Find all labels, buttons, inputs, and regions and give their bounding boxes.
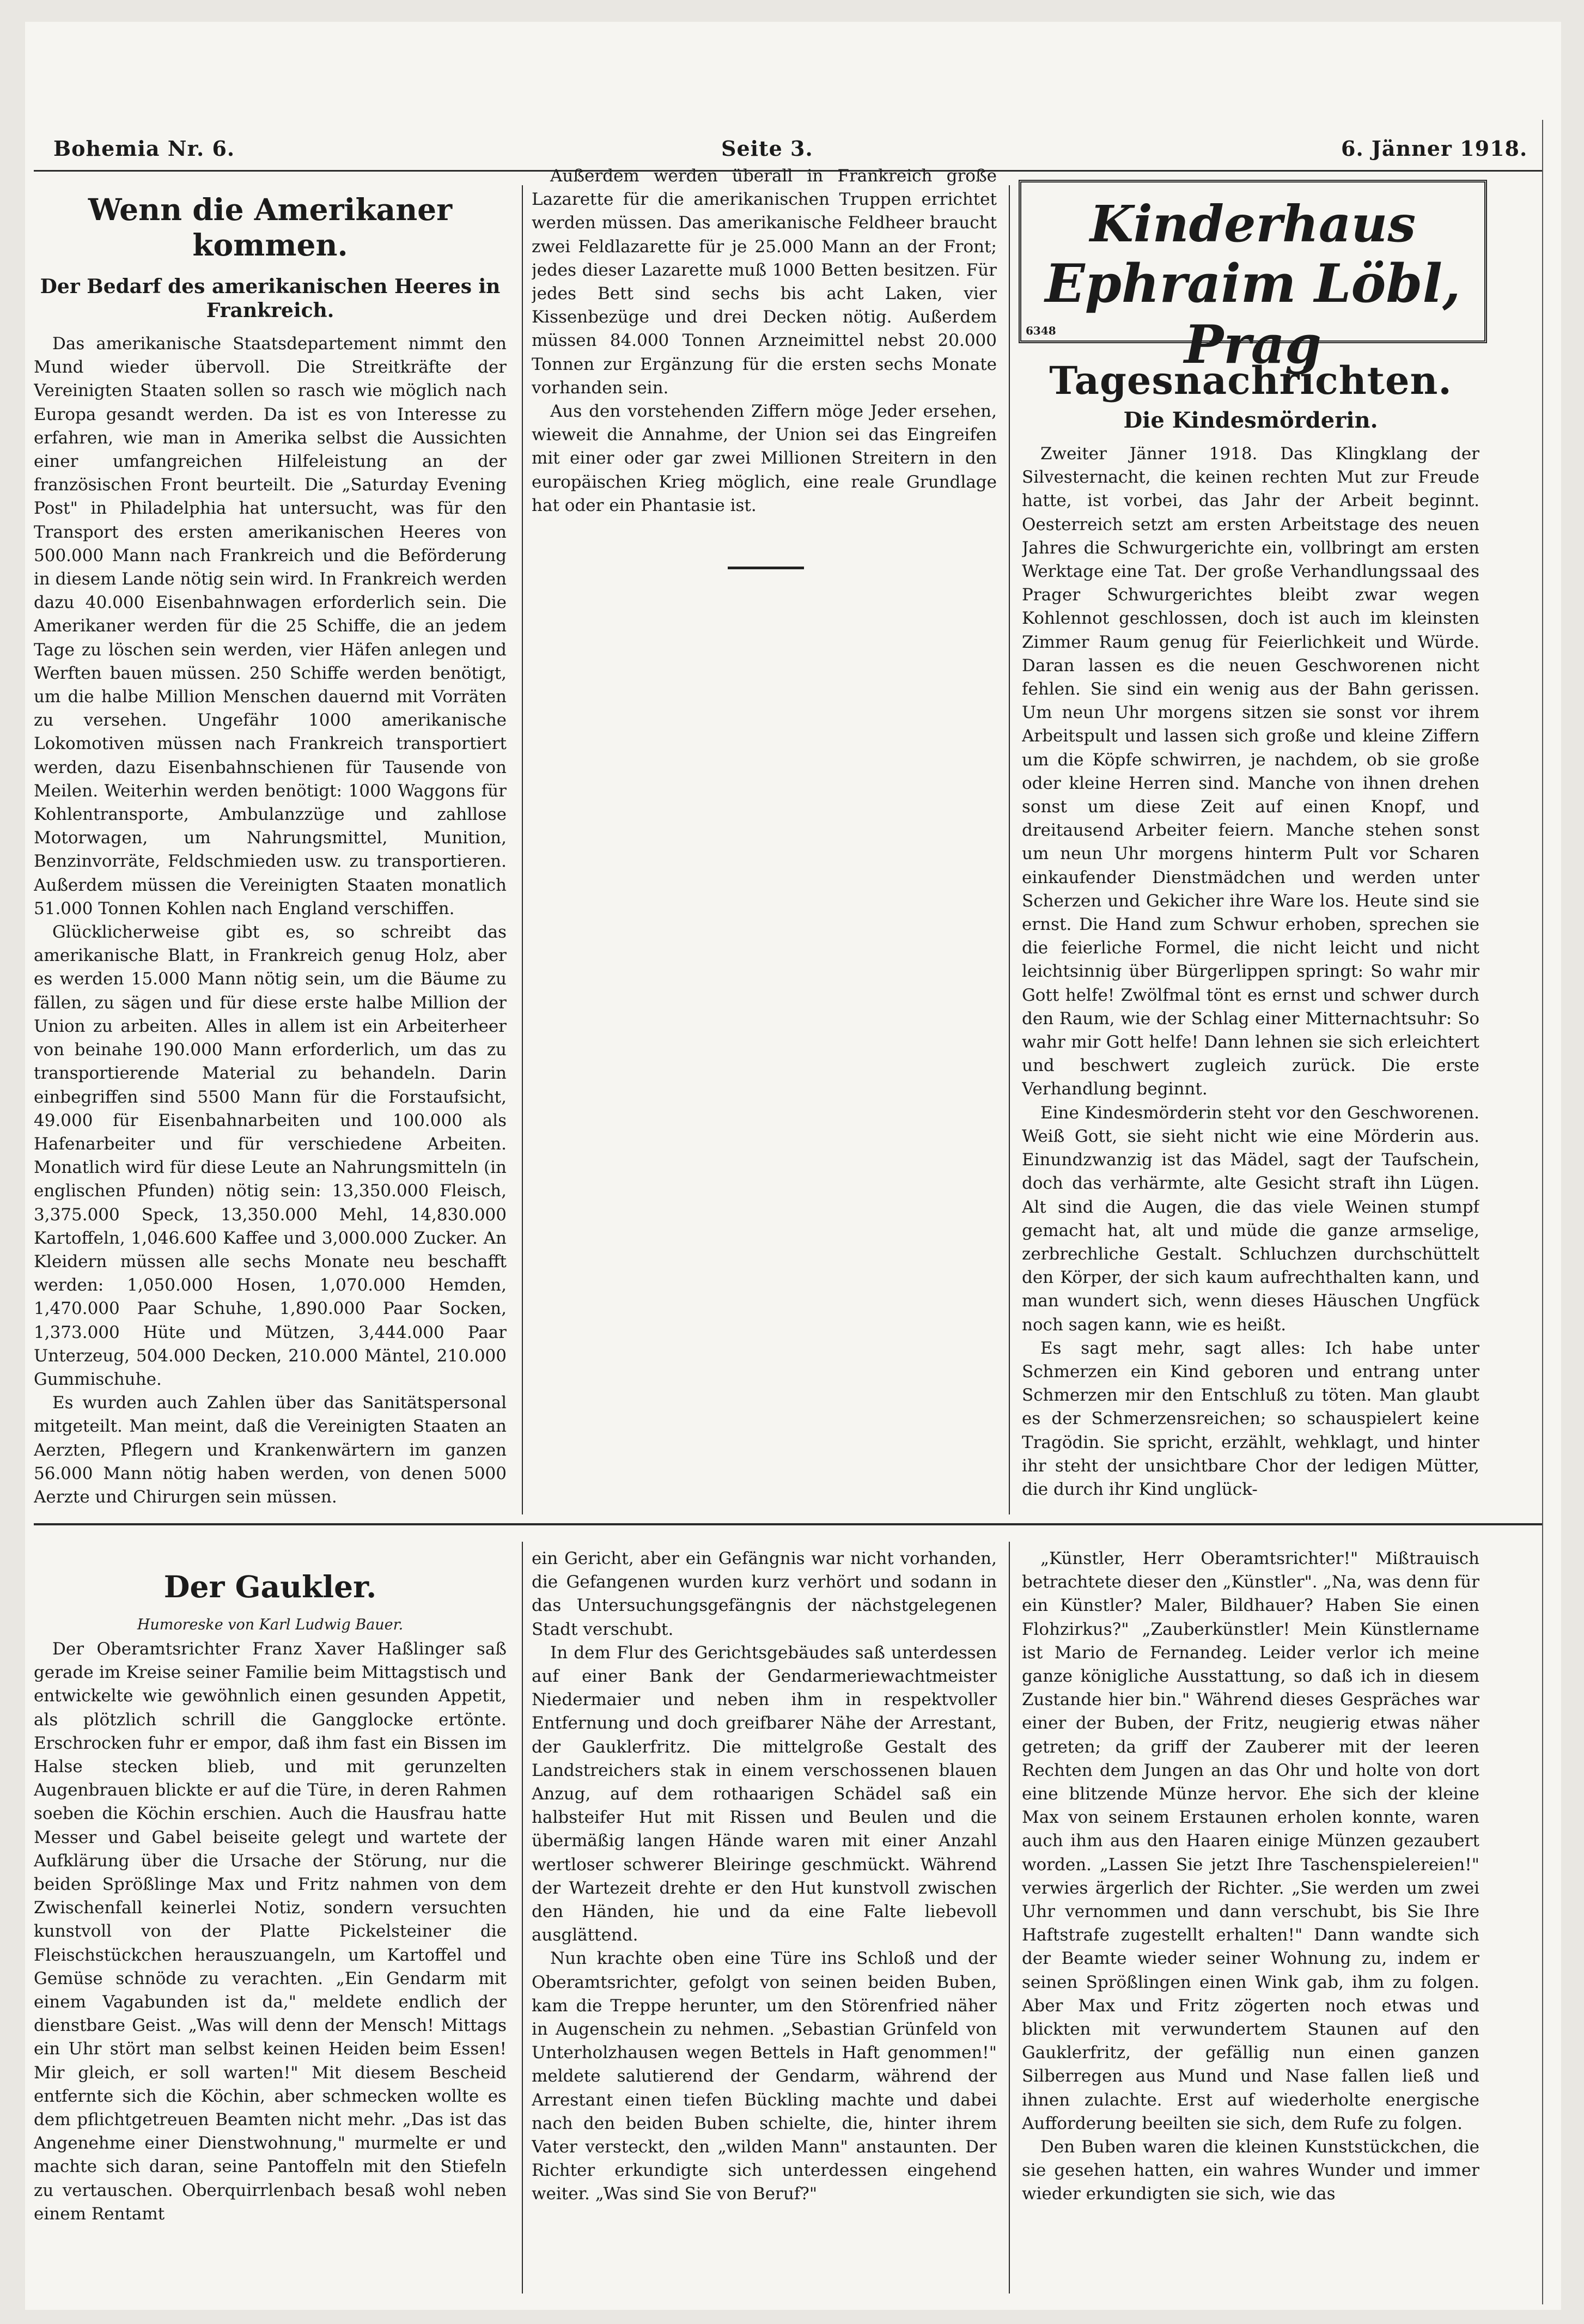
- column-rule-1-top: [522, 185, 523, 1514]
- article-title: Die Kindesmörderin.: [1123, 407, 1378, 433]
- page-edge-line: [1542, 120, 1543, 2304]
- end-rule: [728, 567, 804, 569]
- paragraph: „Künstler, Herr Oberamtsrichter!" Mißtrauisch betrachtete dieser den „Künstler". „Na, was denn für ein Künstler? Maler, Bildhauer? Haben Sie einen Flohzirkus?" „Zauberkünstler! Mein Künstlername ist Mario de Fernandeg. Leider verlor ich meine ganze königliche Ausstattung, so daß ich in diesem Zustande hier bin." Während dieses Gespräches war einer der Buben, der Fritz, neugierig etwas näher getreten; da griff der Zauberer mit der leeren Rechten dem Jungen an das Ohr und holte von dort eine blitzende Münze hervor. Ehe sich der kleine Max von seinem Erstaunen erholen konnte, waren auch ihm aus den Haaren einige Münzen gezaubert worden. „Lassen Sie jetzt Ihre Taschenspielereien!" verwies ärgerlich der Richter. „Sie werden um zwei Uhr vernommen und dann verschubt, bis Sie Ihre Haftstrafe zugestellt erhalten!" Dann wandte sich der Beamte wieder seiner Wohnung zu, indem er seinen Sprößlingen einen Wink gab, ihm zu folgen. Aber Max und Fritz zögerten noch etwas und blickten mit verwundertem Staunen auf den Gauklerfritz, der gefällig nun einen ganzen Silberregen aus Mund und Nase fallen ließ und ihnen zulachte. Erst auf wiederholte energische Aufforderung beeilten sie sich, dem Rufe zu folgen.: [1022, 1549, 1479, 2133]
- ad-line-2: Ephraim Löbl, Prag: [1045, 253, 1461, 375]
- feuilleton-col2: [532, 1547, 997, 2299]
- header-left: Bohemia Nr. 6.: [53, 136, 235, 161]
- feuilleton-byline: Humoreske von Karl Ludwig Bauer.: [137, 1616, 404, 1633]
- paragraph: Den Buben waren die kleinen Kunststückchen, die sie gesehen hatten, ein wahres Wunder und immer wieder erkundigten sie sich, wie das: [1022, 2137, 1479, 2204]
- ad-code: 6348: [1026, 324, 1056, 337]
- feuilleton-col3: [1022, 1547, 1479, 2299]
- paragraph: ein Gericht, aber ein Gefängnis war nicht vorhanden, die Gefangenen wurden kurz verhört und sodann in das Untersuchungsgefängnis der nächstgelegenen Stadt verschubt.: [532, 1549, 997, 1639]
- section-rule: [34, 1523, 1543, 1525]
- paragraph: Das amerikanische Staatsdepartement nimmt den Mund wieder übervoll. Die Streitkräfte der Vereinigten Staaten sollen so rasch wie möglich nach Europa gesandt werden. Da ist es von Interesse zu erfahren, wie man in Amerika selbst die Aussichten einer umfangreichen Hilfeleistung an der französischen Front beurteilt. Die „Saturday Evening Post" in Philadelphia hat untersucht, was für den Transport des ersten amerikanischen Heeres von 500.000 Mann nach Frankreich und die Beförderung in diesem Lande nötig sein wird. In Frankreich werden dazu 40.000 Eisenbahnwagen erforderlich sein. Die Amerikaner werden für die 25 Schiffe, die an jedem Tage zu löschen sein werden, vier Häfen anlegen und Werften bauen müssen. 250 Schiffe werden benötigt, um die halbe Million Menschen dauernd mit Vorräten zu versehen. Ungefähr 1000 amerikanische Lokomotiven müssen nach Frankreich transportiert werden, dazu Eisenbahnschienen für Tausende von Meilen. Weiterhin werden benötigt: 1000 Waggons für Kohlentransporte, Ambulanzzüge und zahllose Motorwagen, um Nahrungsmittel, Munition, Benzinvorräte, Feldschmieden usw. zu transportieren. Außerdem müssen die Vereinigten Staaten monatlich 51.000 Tonnen Kohlen nach England verschiffen.: [34, 334, 507, 918]
- advertisement: [1019, 180, 1487, 375]
- paragraph: Eine Kindesmörderin steht vor den Geschworenen. Weiß Gott, sie sieht nicht wie eine Mörderin aus. Einundzwanzig ist das Mädel, sagt der Taufschein, doch das verhärmte, alte Gesicht straft ihn Lügen. Alt sind die Augen, die das viele Weinen stumpf gemacht hat, alt und müde die ganze armselige, zerbrechliche Gestalt. Schluchzen durchschüttelt den Körper, der sich kaum aufrechthalten kann, und man wundert sich, wenn dieses Häuschen Ungfück noch sagen kann, wie es heißt.: [1022, 1103, 1479, 1335]
- paragraph: Zweiter Jänner 1918. Das Klingklang der Silvesternacht, die keinen rechten Mut zur Freude hatte, ist vorbei, das Jahr der Arbeit beginnt. Oesterreich setzt am ersten Arbeitstage des neuen Jahres die Schwurgerichte ein, vollbringt am ersten Werktage eine Tat. Der große Verhandlungssaal des Prager Schwurgerichtes bleibt zwar wegen Kohlennot geschlossen, doch ist auch im kleinsten Zimmer Raum genug für Feierlichkeit und Würde. Daran lassen es die neuen Geschworenen nicht fehlen. Sie sind ein wenig aus der Bahn gerissen. Um neun Uhr morgens sitzen sie sonst vor ihrem Arbeitspult und lassen sich große und kleine Ziffern um die Köpfe schwirren, je nachdem, ob sie große oder kleine Herren sind. Manche von ihnen drehen sonst um diese Zeit auf einen Knopf, und dreitausend Arbeiter feiern. Manche stehen sonst um neun Uhr morgens hinterm Pult vor Scharen einkaufender Dienstmädchen und werden unter Scherzen und Gekicher ihre Ware los. Heute sind sie ernst. Die Hand zum Schwur erhoben, sprechen sie die feierliche Formel, die nicht leicht und nicht leichtsinnig über Bürgerlippen springt: So wahr mir Gott helfe! Zwölfmal tönt es ernst und schwer durch den Raum, wie der Schlag einer Mitternachtsuhr: So wahr mir Gott helfe! Dann lehnen sie sich erleichtert und beschwert zugleich zurück. Die erste Verhandlung beginnt.: [1022, 444, 1479, 1099]
- paragraph: Nun krachte oben eine Türe ins Schloß und der Oberamtsrichter, gefolgt von seinen beiden Buben, kam die Treppe herunter, um den Störenfried näher in Augenschein zu nehmen. „Sebastian Grünfeld von Unterholzhausen wegen Bettels in Haft genommen!" meldete salutierend der Gendarm, während der Arrestant einen tiefen Bückling machte und dabei nach den beiden Buben schielte, die, hinter ihrem Vater versteckt, den „wilden Mann" anstaunten. Der Richter erkundigte sich unterdessen eingehend weiter. „Was sind Sie von Beruf?": [532, 1949, 997, 2204]
- paragraph: Aus den vorstehenden Ziffern möge Jeder ersehen, wieweit die Annahme, der Union sei das Eingreifen mit einer oder gar zwei Millionen Streitern in den europäischen Krieg möglich, eine reale Grundlage hat oder ein Phantasie ist.: [532, 401, 997, 515]
- feuilleton-title: Der Gaukler.: [163, 1569, 377, 1604]
- paragraph: Außerdem werden überall in Frankreich große Lazarette für die amerikanischen Truppen errichtet werden müssen. Das amerikanische Feldheer braucht zwei Feldlazarette für je 25.000 Mann an der Front; jedes dieser Lazarette muß 1000 Betten besitzen. Für jedes Bett sind sechs bis acht Laken, vier Kissenbezüge und drei Decken nötig. Außerdem müssen 84.000 Tonnen Arzneimittel nebst 20.000 Tonnen zur Ergänzung für die ersten sechs Monate vorhanden sein.: [532, 166, 997, 398]
- paragraph: Es wurden auch Zahlen über das Sanitätspersonal mitgeteilt. Man meint, daß die Vereinigten Staaten an Aerzten, Pflegern und Krankenwärtern im ganzen 56.000 Mann nötig haben werden, von denen 5000 Aerzte und Chirurgen sein müssen.: [34, 1393, 507, 1507]
- column-rule-2-bottom: [1009, 1542, 1010, 2293]
- header-center: Seite 3.: [721, 136, 813, 161]
- article-americans-col1: [34, 167, 507, 1516]
- header-right: 6. Jänner 1918.: [1341, 136, 1528, 161]
- feuilleton-col1: [34, 1547, 507, 2299]
- paragraph: Es sagt mehr, sagt alles: Ich habe unter Schmerzen ein Kind geboren und entrang unter Schmerzen mir den Entschluß zu töten. Man glaubt es der Schmerzensreichen; so schauspielert keine Tragödin. Sie spricht, erzählt, wehklagt, und hinter ihr steht der unsichtbare Chor der ledigen Mütter, die durch ihr Kind unglück-: [1022, 1338, 1479, 1499]
- article-subtitle: Der Bedarf des amerikanischen Heeres in Frankreich.: [40, 275, 501, 322]
- column-rule-2-top: [1009, 185, 1010, 1514]
- paragraph: Glücklicherweise gibt es, so schreibt das amerikanische Blatt, in Frankreich genug Holz, aber es werden 15.000 Mann nötig sein, um die Bäume zu fällen, zu sägen und für diese erste halbe Million der Union zu arbeiten. Alles in allem ist ein Arbeiterheer von beinahe 190.000 Mann erforderlich, um das zu transportierende Material zu behandeln. Darin einbegriffen sind 5500 Mann für die Forstaufsicht, 49.000 für Eisenbahnarbeiten und 100.000 als Hafenarbeiter und für verschiedene Arbeiten. Monatlich wird für diese Leute an Nahrungsmitteln (in englischen Pfunden) nötig sein: 13,350.000 Fleisch, 3,375.000 Speck, 13,350.000 Mehl, 14,830.000 Kartoffeln, 1,046.600 Kaffee und 3,000.000 Zucker. An Kleidern müssen alle sechs Monate neu beschafft werden: 1,050.000 Hosen, 1,070.000 Hemden, 1,470.000 Paar Schuhe, 1,890.000 Paar Socken, 1,373.000 Hüte und Mützen, 3,444.000 Paar Unterzeug, 504.000 Decken, 210.000 Mäntel, 210.000 Gummischuhe.: [34, 922, 507, 1389]
- article-americans-col2: [532, 165, 997, 557]
- paragraph: In dem Flur des Gerichtsgebäudes saß unterdessen auf einer Bank der Gendarmeriewachtmeister Niedermaier und neben ihm in respektvoller Entfernung und doch greifbarer Nähe der Arrestant, der Gauklerfritz. Die mittelgroße Gestalt des Landstreichers stak in einem verschossenen blauen Anzug, auf dem rothaarigen Schädel saß ein halbsteifer Hut mit Rissen und Beulen und die übermäßig langen Hände waren mit einer Anzahl wertloser schwerer Bleiringe geschmückt. Während der Wartezeit drehte er den Hut kunstvoll zwischen den Händen, hie und da eine Falte liebevoll ausglättend.: [532, 1642, 997, 1945]
- article-title: Wenn die Amerikaner kommen.: [88, 192, 453, 263]
- article-kindesmoerderin: [1022, 351, 1479, 1518]
- column-rule-1-bottom: [522, 1542, 523, 2293]
- ad-line-1: Kinderhaus: [1089, 194, 1416, 253]
- section-title: Tagesnachrichten.: [1049, 358, 1452, 403]
- paragraph: Der Oberamtsrichter Franz Xaver Haßlinger saß gerade im Kreise seiner Familie beim Mittagstisch und entwickelte wie gewöhnlich einen gesunden Appetit, als plötzlich schrill die Gangglocke ertönte. Erschrocken fuhr er empor, daß ihm fast ein Bissen im Halse stecken blieb, und mit gerunzelten Augenbrauen blickte er auf die Türe, in deren Rahmen soeben die Köchin erschien. Auch die Hausfrau hatte Messer und Gabel beiseite gelegt und wartete der Aufklärung über die Ursache der Störung, nur die beiden Sprößlinge Max und Fritz nahmen von dem Zwischenfall keinerlei Notiz, sondern versuchten kunstvoll von der Platte Pickelsteiner die Fleischstückchen herauszuangeln, um Kartoffel und Gemüse schnöde zu verachten. „Ein Gendarm mit einem Vagabunden ist da," meldete endlich der dienstbare Geist. „Was will denn der Mensch! Mittags ein Uhr stört man selbst keinen Heiden beim Essen! Mir gleich, er soll warten!" Mit diesem Bescheid entfernte sich die Köchin, aber schmecken wollte es dem pflichtgetreuen Beamten nicht mehr. „Das ist das Angenehme einer Dienstwohnung," murmelte er und machte sich daran, seine Pantoffeln mit den Stiefeln zu vertauschen. Oberquirrlenbach besaß wohl neben einem Rentamt: [34, 1639, 507, 2224]
- newspaper-page: [25, 22, 1561, 2310]
